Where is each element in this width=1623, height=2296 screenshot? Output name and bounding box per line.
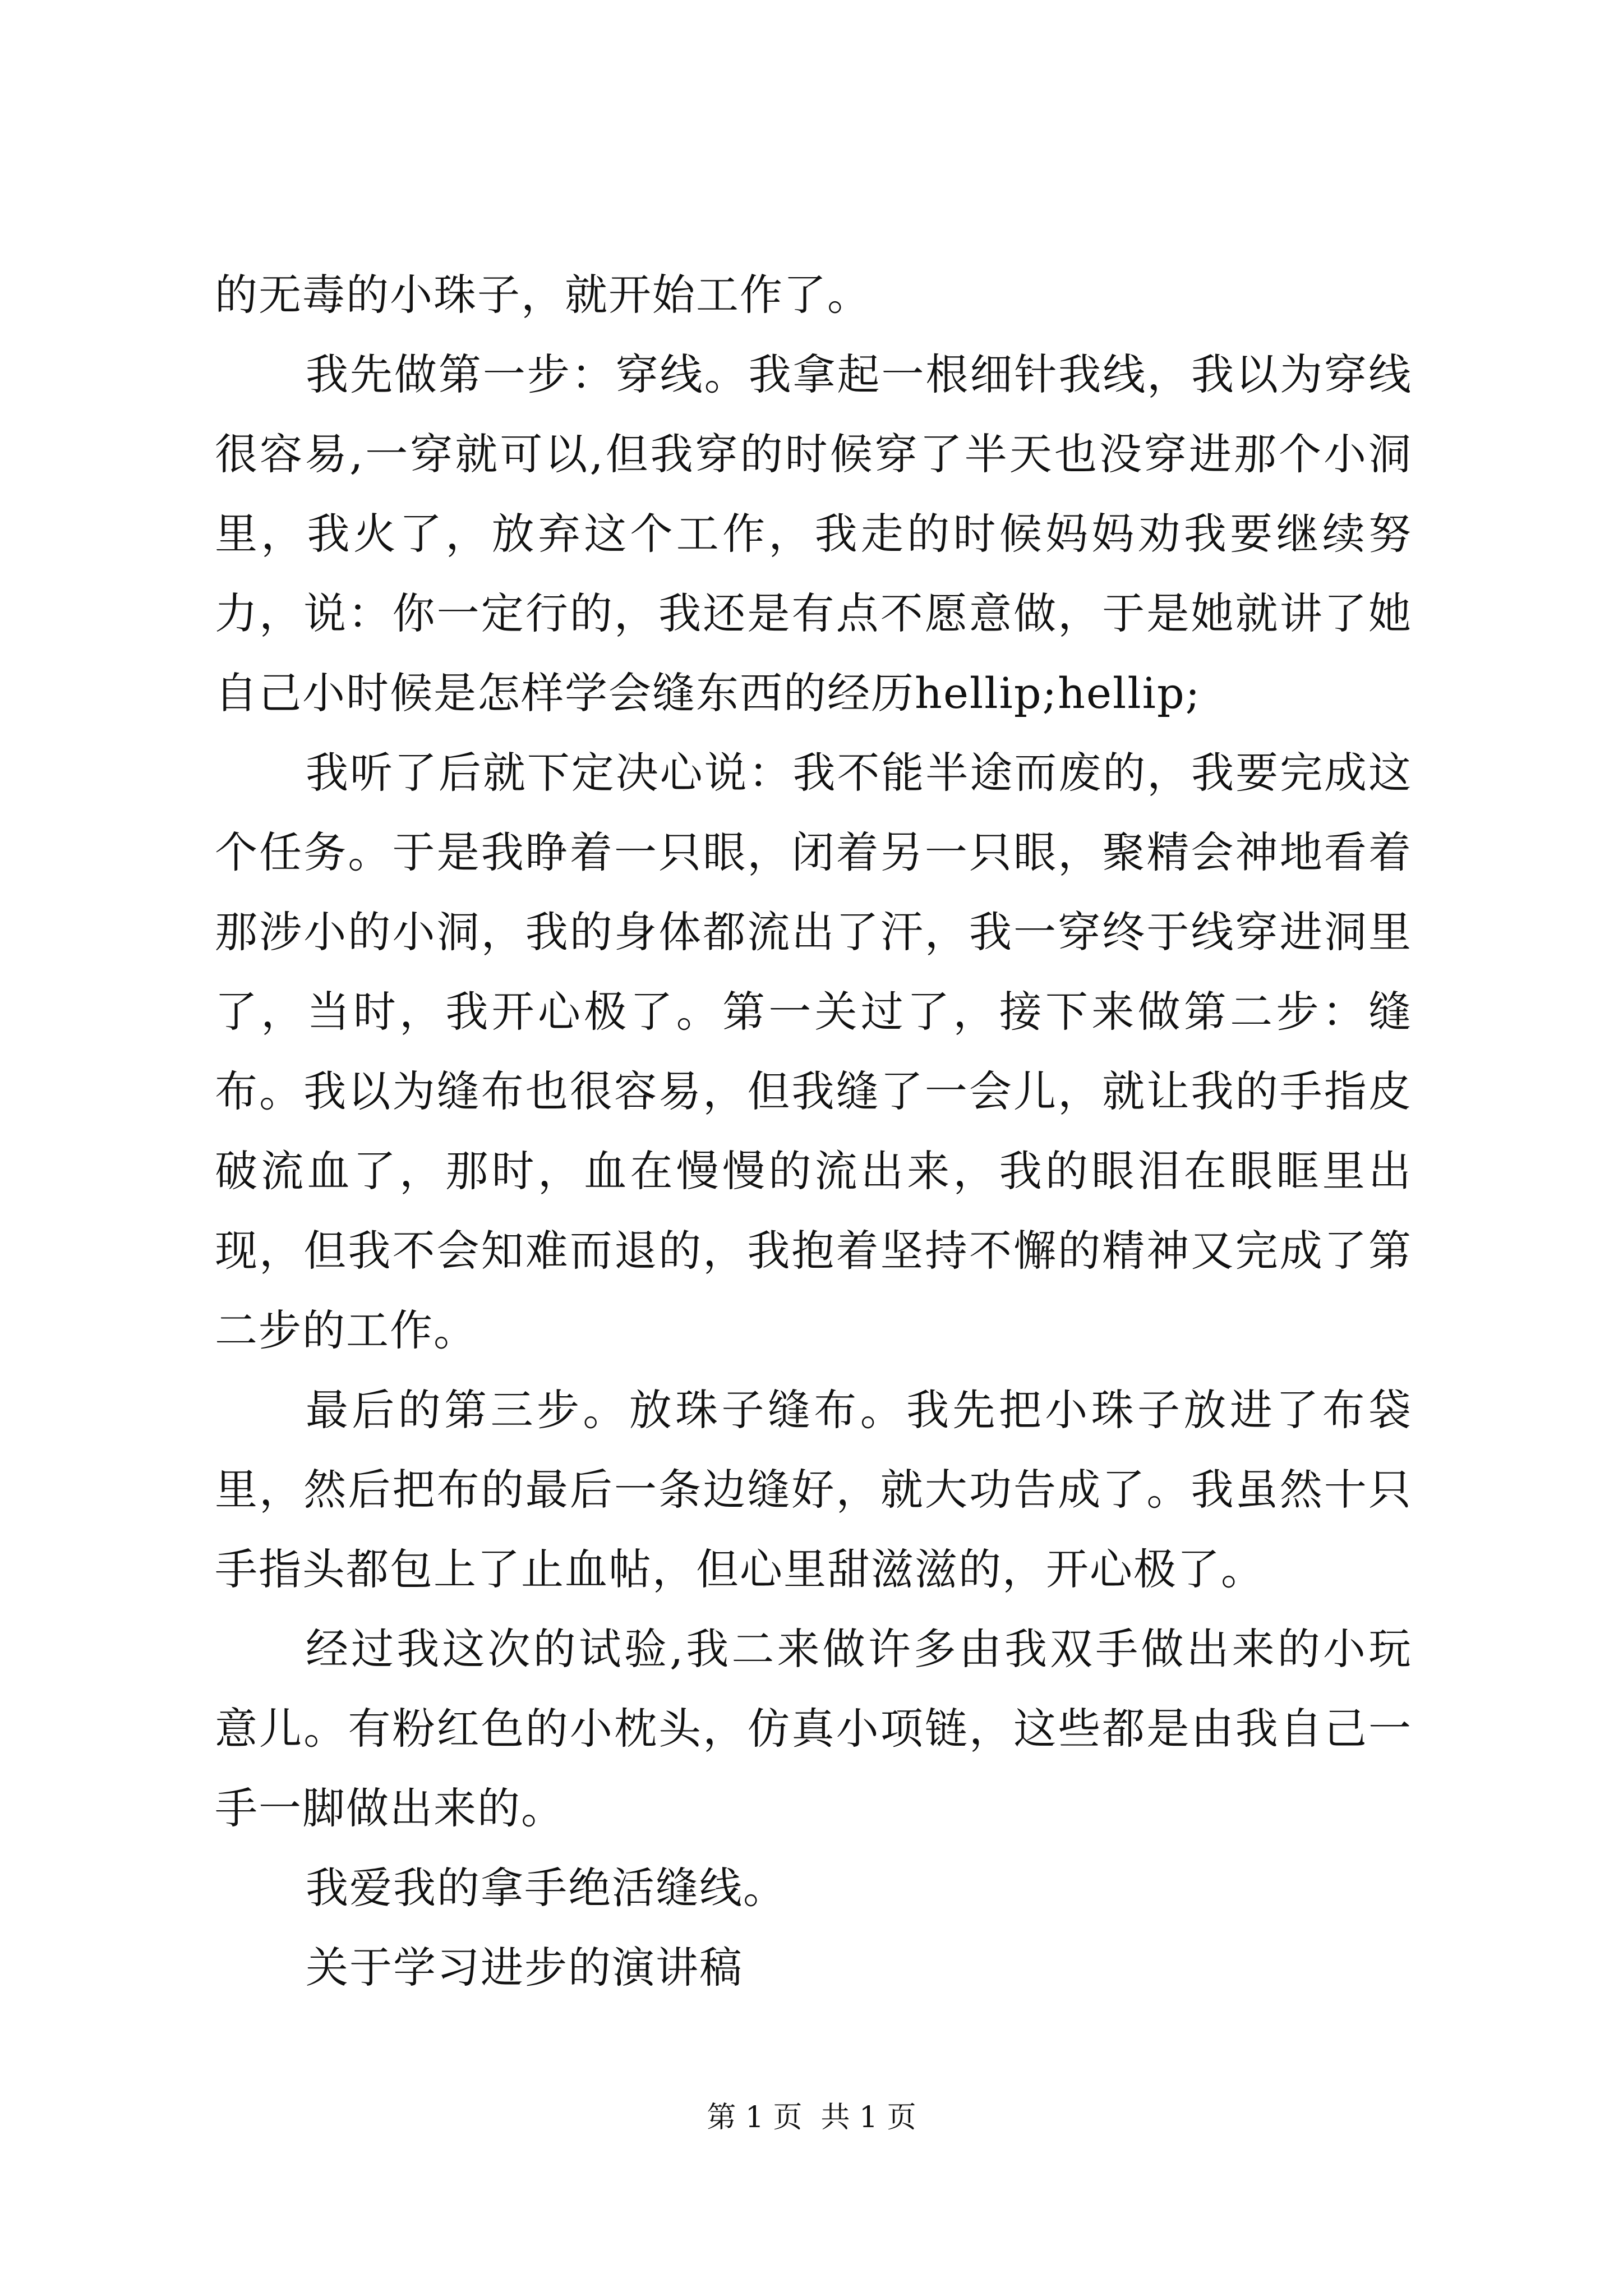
paragraph: 最后的第三步。放珠子缝布。我先把小珠子放进了布袋里，然后把布的最后一条边缝好，就大功告成了。我虽然十只手指头都包上了止血帖，但心里甜滋滋的，开心极了。 xyxy=(215,1385,1412,1594)
paragraph: 我先做第一步：穿线。我拿起一根细针我线，我以为穿线很容易,一穿就可以,但我穿的时候穿了半天也没穿进那个小洞里，我火了，放弃这个工作，我走的时候妈妈劝我要继续努力，说：你一定行的，我还是有点不愿意做，于是她就讲了她自己小时候是怎样学会缝东西的经历hellip;hellip; xyxy=(215,349,1412,718)
page-footer xyxy=(0,2098,1623,2137)
paragraph: 经过我这次的试验,我二来做许多由我双手做出来的小玩意儿。有粉红色的小枕头，仿真小项链，这些都是由我自己一手一脚做出来的。 xyxy=(215,1624,1412,1833)
page-number-label: 第 1 页 共 1 页 xyxy=(707,2101,916,2134)
paragraph: 关于学习进步的演讲稿 xyxy=(306,1943,743,1993)
document-body xyxy=(215,255,1412,2008)
paragraph: 我爱我的拿手绝活缝线。 xyxy=(306,1863,787,1913)
paragraph: 我听了后就下定决心说：我不能半途而废的，我要完成这个任务。于是我睁着一只眼，闭着另一只眼，聚精会神地看着那涉小的小洞，我的身体都流出了汗，我一穿终于线穿进洞里了，当时，我开心极了。第一关过了，接下来做第二步：缝布。我以为缝布也很容易，但我缝了一会儿，就让我的手指皮破流血了，那时，血在慢慢的流出来，我的眼泪在眼眶里出现，但我不会知难而退的，我抱着坚持不懈的精神又完成了第二步的工作。 xyxy=(215,748,1412,1355)
paragraph: 的无毒的小珠子，就开始工作了。 xyxy=(215,270,871,320)
